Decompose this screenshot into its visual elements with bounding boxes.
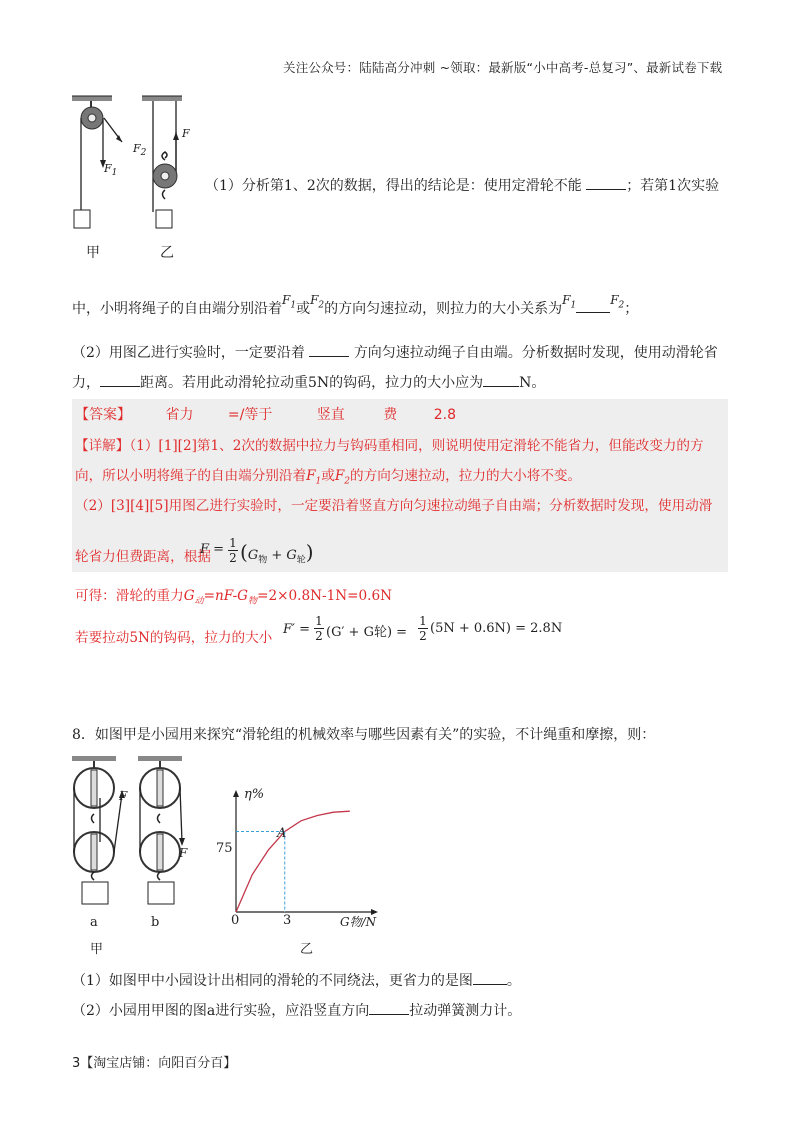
- answer-5: 2.8: [433, 407, 456, 423]
- detail-line3: （2）[3][4][5]用图乙进行实验时，一定要沿着竖直方向匀速拉动绳子自由端；分析数据时发现，使用动滑: [75, 498, 713, 514]
- answer-1: 省力: [165, 407, 194, 423]
- chart-xlabel: G物/N: [340, 915, 377, 929]
- formula-1-fraction: 1 2: [229, 536, 237, 565]
- detail-line1: 【详解】（1）[1][2]第1、2次的数据中拉力与钩码重相同，则说明使用定滑轮不能省力，但能改变力的方: [75, 438, 704, 454]
- force-a-label: F: [119, 789, 128, 803]
- fig-yi-label: 乙: [300, 942, 314, 957]
- label-F: F: [182, 127, 190, 140]
- q7-part1-line1: （1）分析第1、2次的数据，得出的结论是：使用定滑轮不能 ；若第1次实验: [205, 178, 720, 194]
- pulley-figure-1: [70, 92, 200, 262]
- page-footer: 3【淘宝店铺：向阳百分百】: [72, 1056, 237, 1071]
- fig-b-label: b: [151, 915, 160, 930]
- q7-part1-line2: 中，小明将绳子的自由端分别沿着$F_1$或$F_2$的方向匀速拉动，则拉力的大小关系为$F_1$ $F_2$；: [72, 293, 639, 317]
- pulley-figure-2: [70, 752, 200, 922]
- fig-a-label: a: [90, 915, 98, 930]
- detail-line2: 向，所以小明将绳子的自由端分别沿着$F_1$或$F_2$的方向匀速拉动，拉力的大小将不变。: [75, 468, 582, 487]
- q7-part2-line2: 力， 距离。若用此动滑轮拉动重5N的钩码，拉力的大小应为 N。: [72, 375, 546, 391]
- blank-2: [576, 300, 610, 313]
- chart-ylabel: η%: [244, 787, 265, 802]
- formula-2-lhs: F′ =: [283, 622, 310, 637]
- answer-3: 竖直: [316, 407, 345, 423]
- label-F2: $F_2$: [133, 142, 147, 159]
- blank-6: [473, 972, 507, 985]
- chart-xtick-3: 3: [283, 913, 292, 928]
- q8-part1: （1）如图甲中小园设计出相同的滑轮的不同绕法，更省力的是图 。: [72, 973, 521, 989]
- pulley-yi: [142, 96, 182, 228]
- page-header: 关注公众号：陆陆高分冲刺 ~领取：最新版“小中高考-总复习”、最新试卷下载: [283, 60, 723, 75]
- blank-7: [369, 1002, 409, 1015]
- answer-4: 费: [383, 407, 398, 423]
- answer-line: 【答案】 省力 =/等于 竖直 费 2.8: [75, 407, 456, 423]
- label-F1: $F_1$: [104, 162, 118, 179]
- formula-2-rhs: (5N + 0.6N) = 2.8N: [430, 621, 563, 636]
- formula-2-mid: (G′ + G轮) =: [326, 625, 408, 640]
- chart-ytick-75: 75: [216, 841, 233, 856]
- label-yi: 乙: [160, 245, 174, 261]
- chart-point-a: A: [277, 826, 287, 841]
- detail-line5: 可得：滑轮的重力$G_动=nF-G_物=2\times 0.8N-1N=0.6N$: [75, 588, 393, 607]
- label-jia: 甲: [86, 245, 100, 261]
- force-b-label: F: [179, 846, 188, 860]
- detail-line4: 轮省力但费距离，根据: [75, 549, 211, 565]
- q8-part2: （2）小园用甲图的图a进行实验，应沿竖直方向 拉动弹簧测力计。: [72, 1003, 522, 1019]
- answer-2: =/等于: [227, 407, 273, 423]
- detail-line6: 若要拉动5N的钩码，拉力的大小: [75, 630, 273, 646]
- blank-1: [586, 177, 626, 190]
- formula-1-body: $(G_物 + G_轮)$: [240, 540, 314, 566]
- q7-part2-line1: （2）用图乙进行实验时，一定要沿着 方向匀速拉动绳子自由端。分析数据时发现，使用动滑轮省: [72, 345, 718, 361]
- blank-5: [483, 374, 519, 387]
- efficiency-curve: [236, 811, 350, 912]
- efficiency-chart: [210, 780, 380, 930]
- fig-jia-label: 甲: [90, 942, 104, 957]
- blank-4: [100, 374, 140, 387]
- blank-3: [309, 344, 349, 357]
- formula-2-fraction-b: 1 2: [419, 614, 427, 643]
- formula-2-fraction-a: 1 2: [315, 614, 323, 643]
- q8-stem: 8．如图甲是小园用来探究“滑轮组的机械效率与哪些因素有关”的实验，不计绳重和摩擦，则：: [72, 727, 656, 743]
- formula-1: F =: [200, 542, 225, 557]
- chart-xtick-0: 0: [231, 913, 240, 928]
- pulley-system-a: [72, 756, 128, 904]
- pulley-system-b: [138, 756, 188, 904]
